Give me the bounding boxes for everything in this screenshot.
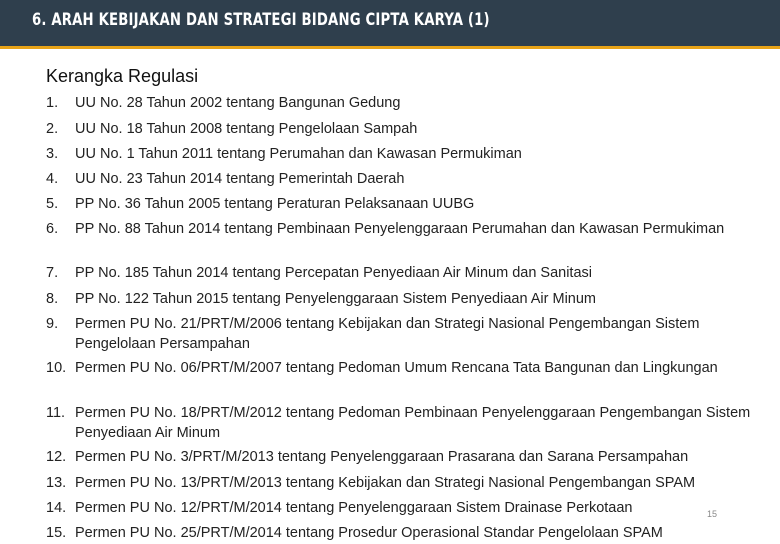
item-number: 12. [46, 449, 67, 465]
item-number: 3. [46, 146, 59, 162]
item-number: 9. [46, 316, 59, 332]
item-number: 15. [46, 525, 67, 541]
item-text: Permen PU No. 3/PRT/M/2013 tentang Penyelenggaraan Prasarana dan Sarana Persampahan [75, 449, 689, 465]
item-text: UU No. 18 Tahun 2008 tentang Pengelolaan Sampah [75, 121, 418, 137]
item-number: 13. [46, 475, 67, 491]
item-text: UU No. 28 Tahun 2002 tentang Bangunan Gedung [75, 95, 401, 111]
item-number: 4. [46, 171, 59, 187]
item-text: Permen PU No. 25/PRT/M/2014 tentang Prosedur Operasional Standar Pengelolaan SPAM [75, 525, 663, 541]
item-text: Permen PU No. 18/PRT/M/2012 tentang Pedoman Pembinaan Penyelenggaraan Pengembangan Sistem Penyediaan Air Minum [75, 405, 751, 441]
item-text: UU No. 1 Tahun 2011 tentang Perumahan dan Kawasan Permukiman [75, 146, 522, 162]
page-number: 15 [707, 509, 718, 519]
item-text: Permen PU No. 12/PRT/M/2014 tentang Penyelenggaraan Sistem Drainase Perkotaan [75, 500, 633, 516]
slide-title: 6. ARAH KEBIJAKAN DAN STRATEGI BIDANG CIPTA KARYA (1) [32, 10, 490, 30]
item-number: 1. [46, 95, 59, 111]
item-text: UU No. 23 Tahun 2014 tentang Pemerintah Daerah [75, 171, 405, 187]
item-number: 10. [46, 360, 67, 376]
item-text: Permen PU No. 13/PRT/M/2013 tentang Kebijakan dan Strategi Nasional Pengembangan SPAM [75, 475, 696, 491]
item-number: 5. [46, 196, 59, 212]
item-text: PP No. 185 Tahun 2014 tentang Percepatan Penyediaan Air Minum dan Sanitasi [75, 265, 592, 281]
item-number: 8. [46, 291, 59, 307]
item-text: Permen PU No. 06/PRT/M/2007 tentang Pedoman Umum Rencana Tata Bangunan dan Lingkungan [75, 360, 718, 376]
item-number: 14. [46, 500, 67, 516]
item-text: PP No. 122 Tahun 2015 tentang Penyelenggaraan Sistem Penyediaan Air Minum [75, 291, 597, 307]
item-text: Permen PU No. 21/PRT/M/2006 tentang Kebijakan dan Strategi Nasional Pengembangan Sistem Pengelolaan Persampahan [75, 316, 700, 352]
item-number: 7. [46, 265, 59, 281]
item-number: 11. [46, 405, 66, 421]
item-number: 6. [46, 221, 59, 237]
item-text: PP No. 88 Tahun 2014 tentang Pembinaan Penyelenggaraan Perumahan dan Kawasan Permukiman [75, 221, 725, 237]
section-title: Kerangka Regulasi [46, 66, 199, 86]
item-text: PP No. 36 Tahun 2005 tentang Peraturan Pelaksanaan UUBG [75, 196, 475, 212]
item-number: 2. [46, 121, 59, 137]
